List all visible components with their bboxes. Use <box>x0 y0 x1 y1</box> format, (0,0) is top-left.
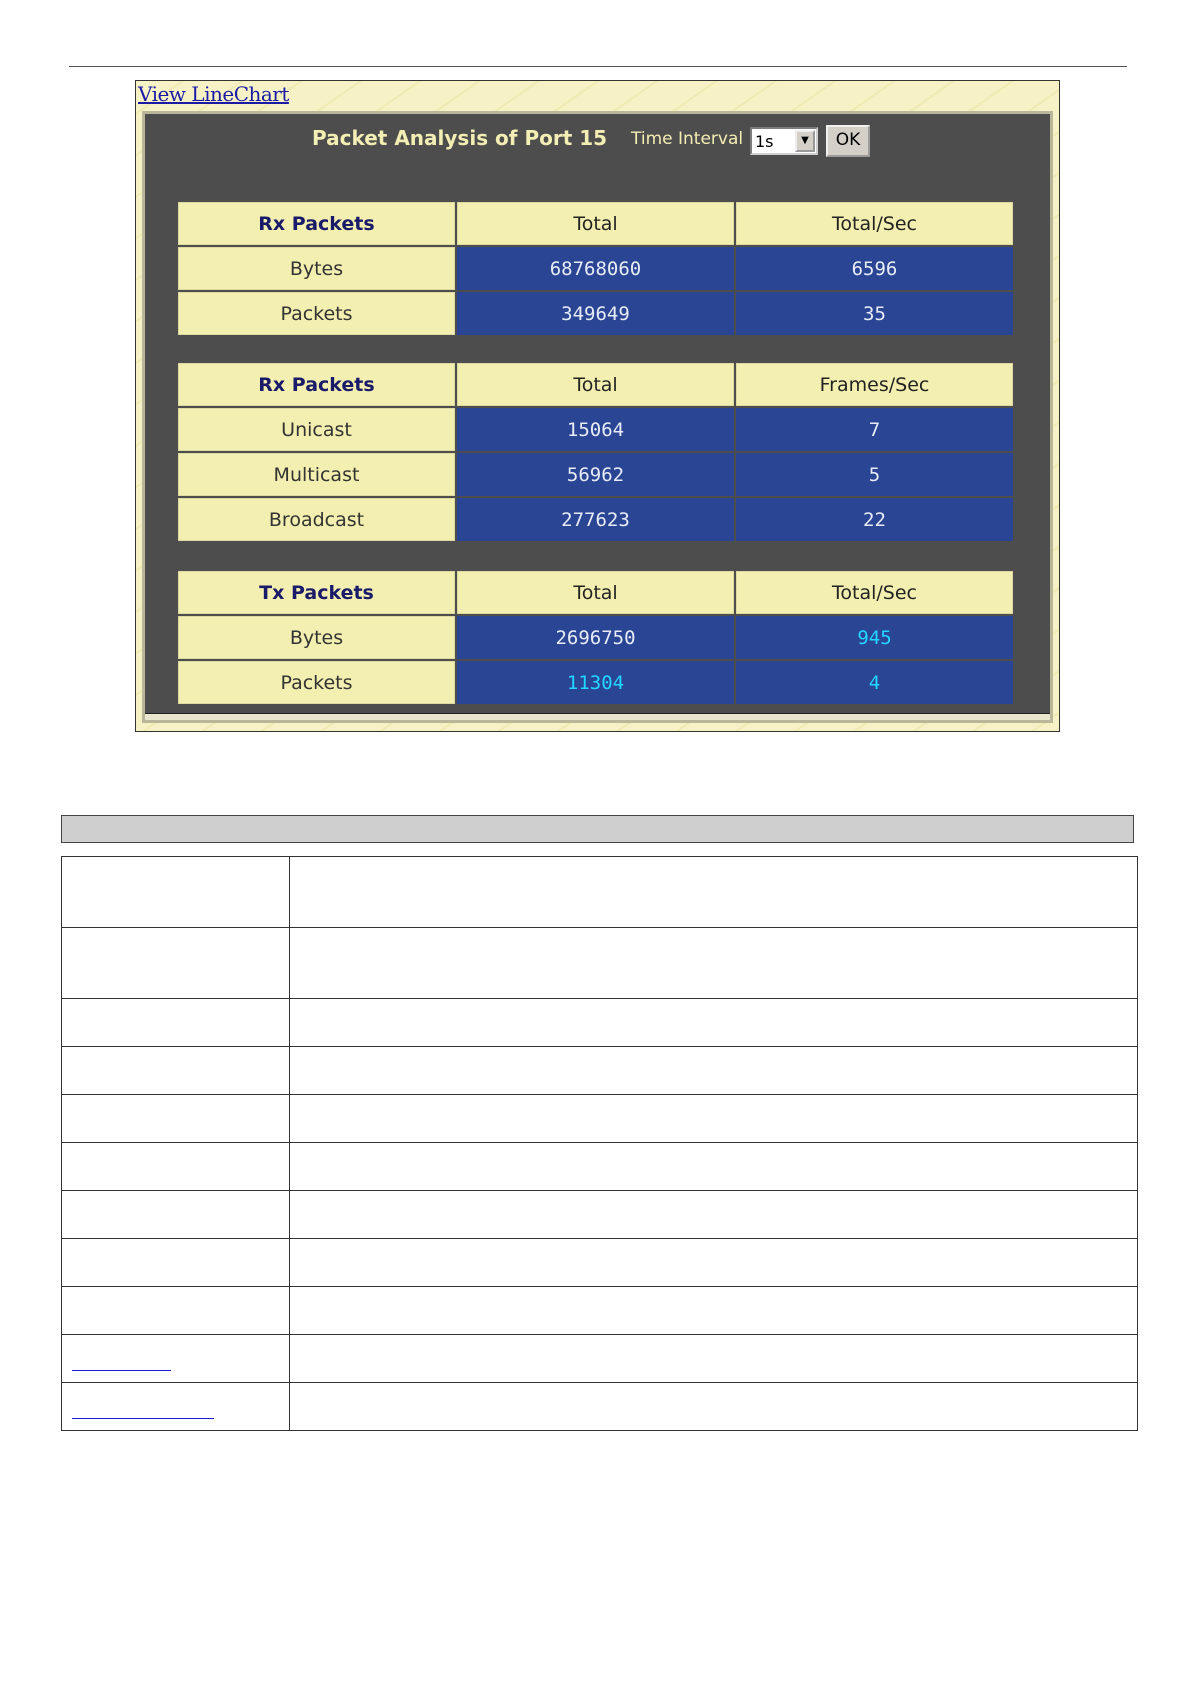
rate-value: 5 <box>736 453 1013 496</box>
table-row <box>178 453 1013 496</box>
rate-value: 4 <box>736 661 1013 704</box>
table-row <box>62 1287 1138 1335</box>
packet-analysis-panel <box>135 80 1060 732</box>
page-title: Packet Analysis of Port 15 <box>312 126 608 150</box>
column-header: Frames/Sec <box>736 363 1013 406</box>
parameter-cell <box>62 1095 290 1143</box>
rate-value: 35 <box>736 292 1013 335</box>
chevron-down-icon[interactable]: ▼ <box>795 130 815 152</box>
description-cell <box>290 999 1138 1047</box>
total-value: 2696750 <box>457 616 734 659</box>
parameter-cell <box>62 857 290 928</box>
rx-frames-table <box>176 361 1015 543</box>
table-header-row <box>178 363 1013 406</box>
column-header: Total/Sec <box>736 571 1013 614</box>
description-cell <box>290 1047 1138 1095</box>
description-cell <box>290 1335 1138 1383</box>
parameter-cell <box>62 999 290 1047</box>
description-cell <box>290 1239 1138 1287</box>
row-label: Bytes <box>178 247 455 290</box>
table-row <box>178 408 1013 451</box>
view-linechart-link[interactable]: View LineChart <box>138 82 289 106</box>
table-row <box>62 1095 1138 1143</box>
table-row <box>178 292 1013 335</box>
time-interval-select[interactable] <box>750 127 818 155</box>
table-row <box>178 661 1013 704</box>
row-label: Packets <box>178 292 455 335</box>
total-value: 15064 <box>457 408 734 451</box>
panel-bottom-edge <box>145 713 1050 720</box>
table-row <box>178 616 1013 659</box>
rate-value: 945 <box>736 616 1013 659</box>
row-label: Bytes <box>178 616 455 659</box>
table-row <box>178 498 1013 541</box>
parameter-cell <box>62 1335 290 1383</box>
table-row <box>62 1143 1138 1191</box>
parameter-cell <box>62 1143 290 1191</box>
rate-value: 22 <box>736 498 1013 541</box>
table-row <box>62 1239 1138 1287</box>
row-label: Broadcast <box>178 498 455 541</box>
description-table-header <box>61 815 1134 843</box>
column-header: Rx Packets <box>178 202 455 245</box>
parameter-cell <box>62 1383 290 1431</box>
table-row <box>62 1191 1138 1239</box>
rate-value: 6596 <box>736 247 1013 290</box>
parameter-cell <box>62 1239 290 1287</box>
parameter-cell <box>62 1287 290 1335</box>
description-table <box>61 856 1138 1431</box>
total-value: 277623 <box>457 498 734 541</box>
total-value: 68768060 <box>457 247 734 290</box>
page-top-rule <box>69 66 1127 67</box>
packet-analysis-content <box>142 111 1053 723</box>
table-row <box>62 1383 1138 1431</box>
column-header: Total/Sec <box>736 202 1013 245</box>
description-cell <box>290 928 1138 999</box>
row-label: Packets <box>178 661 455 704</box>
description-cell <box>290 1383 1138 1431</box>
description-cell <box>290 1191 1138 1239</box>
column-header: Total <box>457 363 734 406</box>
table-row <box>62 928 1138 999</box>
table-header-row <box>178 571 1013 614</box>
parameter-link[interactable] <box>72 1370 171 1371</box>
rx-bytes-table <box>176 200 1015 337</box>
table-row <box>62 1335 1138 1383</box>
row-label: Unicast <box>178 408 455 451</box>
time-interval-value: 1s <box>755 132 774 151</box>
description-cell <box>290 1095 1138 1143</box>
parameter-cell <box>62 1047 290 1095</box>
parameter-cell <box>62 928 290 999</box>
description-cell <box>290 1143 1138 1191</box>
column-header: Tx Packets <box>178 571 455 614</box>
column-header: Rx Packets <box>178 363 455 406</box>
table-row <box>178 247 1013 290</box>
table-header-row <box>178 202 1013 245</box>
table-row <box>62 1047 1138 1095</box>
description-cell <box>290 1287 1138 1335</box>
total-value: 349649 <box>457 292 734 335</box>
total-value: 11304 <box>457 661 734 704</box>
tx-packets-table <box>176 569 1015 706</box>
total-value: 56962 <box>457 453 734 496</box>
ok-button[interactable]: OK <box>826 125 870 157</box>
column-header: Total <box>457 202 734 245</box>
table-row <box>62 857 1138 928</box>
table-row <box>62 999 1138 1047</box>
row-label: Multicast <box>178 453 455 496</box>
description-cell <box>290 857 1138 928</box>
rate-value: 7 <box>736 408 1013 451</box>
time-interval-label: Time Interval <box>631 129 744 149</box>
column-header: Total <box>457 571 734 614</box>
parameter-link[interactable] <box>72 1418 214 1419</box>
parameter-cell <box>62 1191 290 1239</box>
